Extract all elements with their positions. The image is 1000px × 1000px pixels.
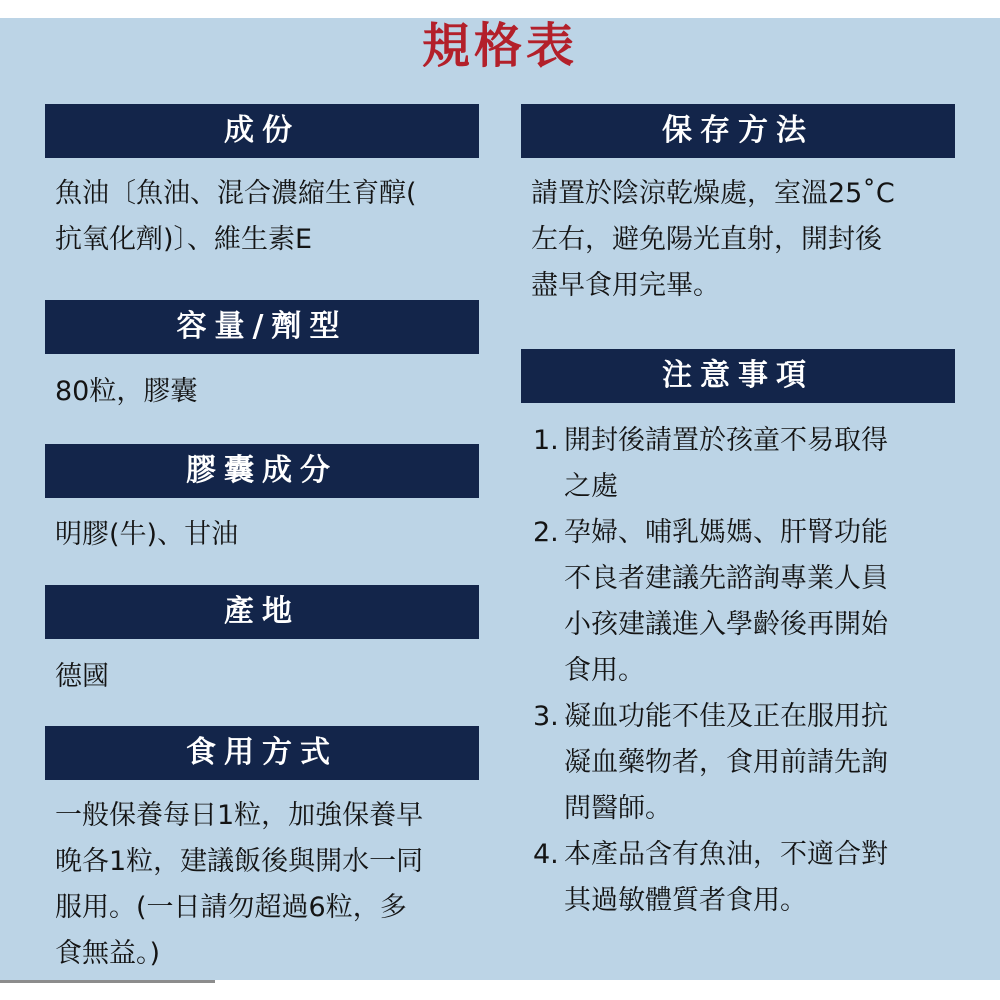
bottom-strip <box>0 980 1000 1000</box>
list-item <box>533 832 963 924</box>
notes-list <box>533 418 963 924</box>
notes-header: 注意事項 <box>521 349 955 403</box>
ingredients-header: 成份 <box>45 104 479 158</box>
origin-header: 產地 <box>45 585 479 639</box>
origin-text: 德國 <box>55 661 109 692</box>
capacity-text: 80粒，膠囊 <box>55 376 198 407</box>
page-title: 規格表 <box>421 18 578 74</box>
usage-header: 食用方式 <box>45 726 479 780</box>
list-item <box>533 418 963 510</box>
note-number: 1. <box>533 425 559 456</box>
capacity-header: 容量/劑型 <box>45 300 479 354</box>
list-item <box>533 694 963 832</box>
note-text: 凝血功能不佳及正在服用抗 凝血藥物者，食用前請先詢 問醫師。 <box>564 701 888 824</box>
note-number: 4. <box>533 839 559 870</box>
storage-header: 保存方法 <box>521 104 955 158</box>
capsule-ingredients-header: 膠囊成分 <box>45 444 479 498</box>
note-number: 3. <box>533 701 559 732</box>
ingredients-text: 魚油〔魚油、混合濃縮生育醇( 抗氧化劑)〕、維生素E <box>55 178 417 255</box>
note-text: 本產品含有魚油，不適合對 其過敏體質者食用。 <box>564 839 888 916</box>
note-text: 孕婦、哺乳媽媽、肝腎功能 不良者建議先諮詢專業人員 小孩建議進入學齡後再開始 食用。 <box>564 517 888 686</box>
storage-text: 請置於陰涼乾燥處，室溫25˚C 左右，避免陽光直射，開封後 盡早食用完畢。 <box>531 178 895 301</box>
note-number: 2. <box>533 517 559 548</box>
usage-text: 一般保養每日1粒，加強保養早 晚各1粒，建議飯後與開水一同 服用。(一日請勿超過6粒，多 食無益。) <box>55 800 424 969</box>
note-text: 開封後請置於孩童不易取得 之處 <box>564 425 888 502</box>
bottom-trace <box>0 980 215 983</box>
list-item <box>533 510 963 694</box>
capsule-ingredients-text: 明膠(牛)、甘油 <box>55 519 239 550</box>
